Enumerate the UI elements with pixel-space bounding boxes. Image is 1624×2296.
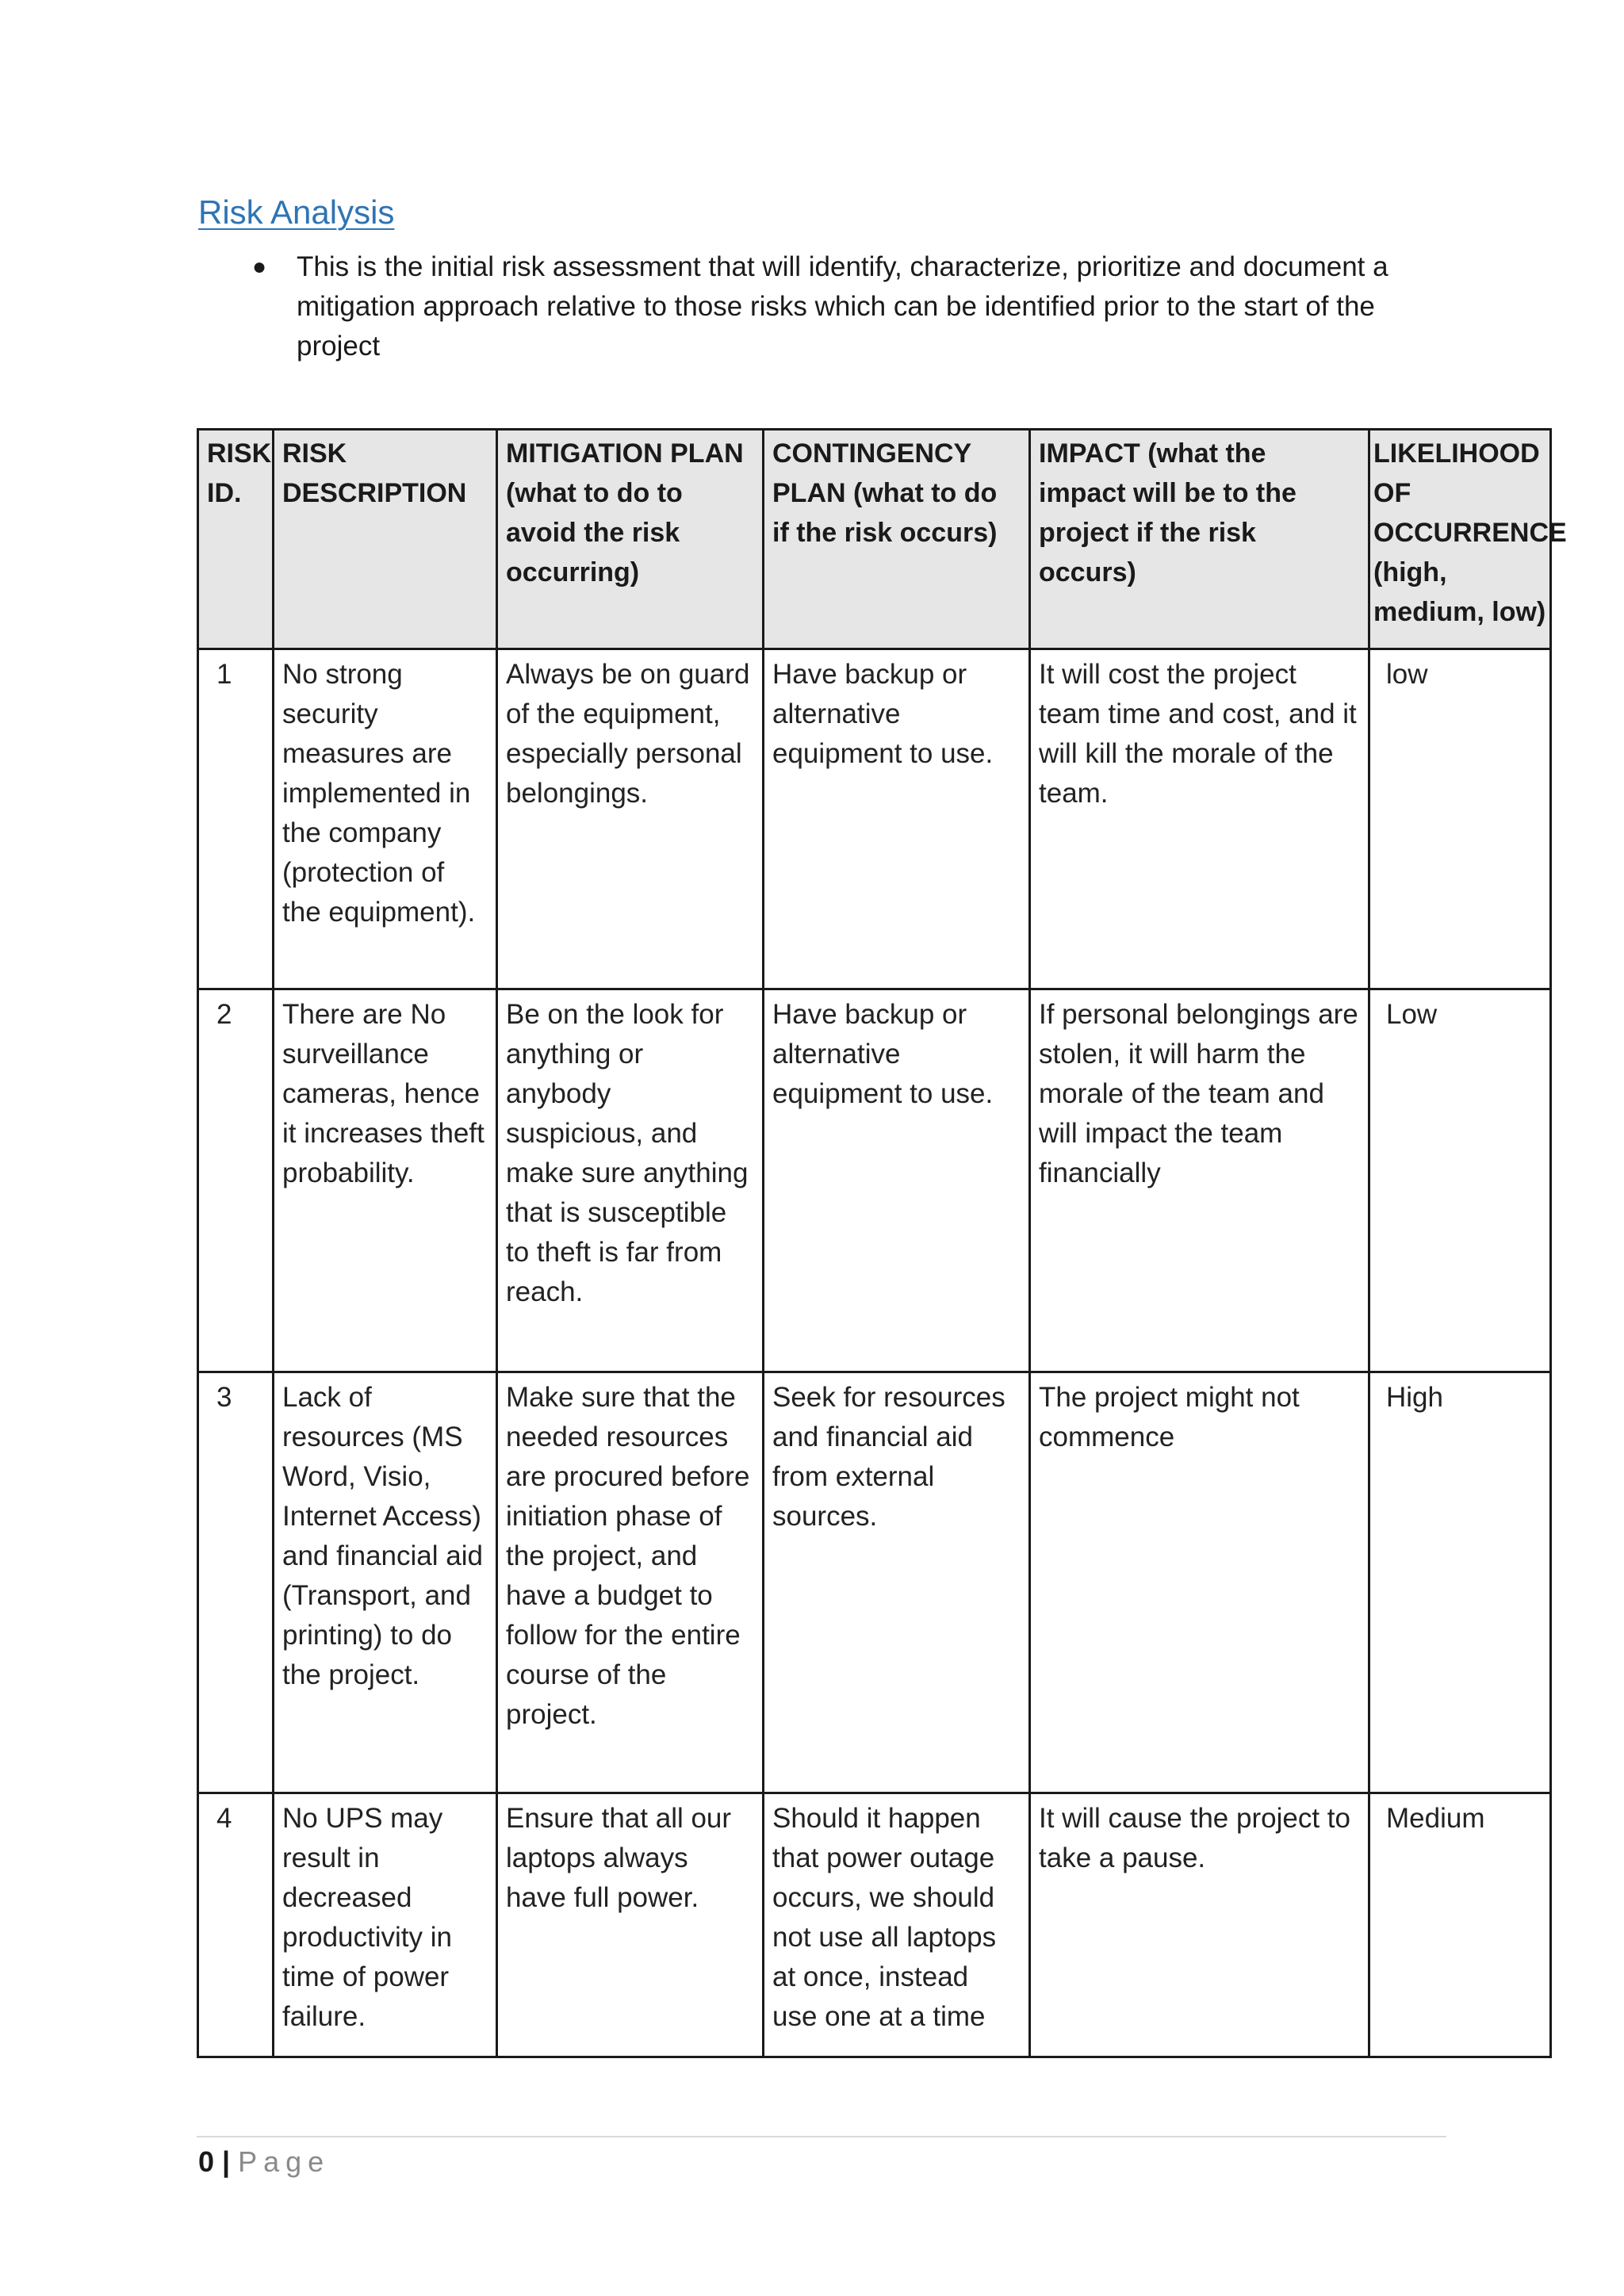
cell-likelihood: low [1369,649,1551,989]
cell-likelihood: Low [1369,989,1551,1372]
intro-list [252,247,1410,366]
intro-text: This is the initial risk assessment that will identify, characterize, prioritize and document a mitigation approach relative to those risks which can be identified prior to the start of the project [297,251,1388,362]
footer-divider [197,2136,1446,2137]
table-row [198,1793,1551,2057]
cell-contingency: Have backup or alternative equipment to use. [764,649,1030,989]
cell-risk-id: 2 [198,989,274,1372]
cell-risk-id: 4 [198,1793,274,2057]
cell-mitigation: Always be on guard of the equipment, especially personal belongings. [497,649,764,989]
table-row [198,649,1551,989]
cell-mitigation: Ensure that all our laptops always have full power. [497,1793,764,2057]
header-risk-description: RISK DESCRIPTION [274,430,497,649]
page-number: 0 [198,2145,215,2178]
table-row [198,989,1551,1372]
cell-impact: If personal belongings are stolen, it will harm the morale of the team and will impact the team financially [1030,989,1369,1372]
cell-contingency: Have backup or alternative equipment to use. [764,989,1030,1372]
cell-description: No strong security measures are implemented in the company (protection of the equipment). [274,649,497,989]
header-row [198,430,1551,649]
table-row [198,1372,1551,1793]
intro-bullet-item [252,247,1410,366]
bullet-icon: ● [252,254,267,280]
cell-likelihood: High [1369,1372,1551,1793]
page-label: Page [238,2145,331,2178]
cell-contingency: Seek for resources and financial aid from external sources. [764,1372,1030,1793]
cell-risk-id: 1 [198,649,274,989]
cell-contingency: Should it happen that power outage occurs, we should not use all laptops at once, instead use one at a time [764,1793,1030,2057]
header-likelihood: LIKELIHOOD OF OCCURRENCE (high, medium, low) [1369,430,1551,649]
cell-description: There are No surveillance cameras, hence it increases theft probability. [274,989,497,1372]
footer-separator: | [222,2145,231,2178]
header-contingency-plan: CONTINGENCY PLAN (what to do if the risk occurs) [764,430,1030,649]
risk-table [197,428,1567,2058]
cell-impact: The project might not commence [1030,1372,1369,1793]
cell-mitigation: Make sure that the needed resources are procured before initiation phase of the project, and have a budget to follow for the entire course of the project. [497,1372,764,1793]
cell-mitigation: Be on the look for anything or anybody suspicious, and make sure anything that is susceptible to theft is far from reach. [497,989,764,1372]
risk-table-header [198,430,1567,649]
header-mitigation-plan: MITIGATION PLAN (what to do to avoid the risk occurring) [497,430,764,649]
cell-description: Lack of resources (MS Word, Visio, Internet Access) and financial aid (Transport, and printing) to do the project. [274,1372,497,1793]
cell-risk-id: 3 [198,1372,274,1793]
section-heading: Risk Analysis [198,193,395,231]
page-footer [198,2142,330,2182]
cell-description: No UPS may result in decreased productivity in time of power failure. [274,1793,497,2057]
header-risk-id: RISK ID. [198,430,274,649]
cell-impact: It will cost the project team time and cost, and it will kill the morale of the team. [1030,649,1369,989]
cell-impact: It will cause the project to take a pause. [1030,1793,1369,2057]
header-impact: IMPACT (what the impact will be to the project if the risk occurs) [1030,430,1369,649]
cell-likelihood: Medium [1369,1793,1551,2057]
